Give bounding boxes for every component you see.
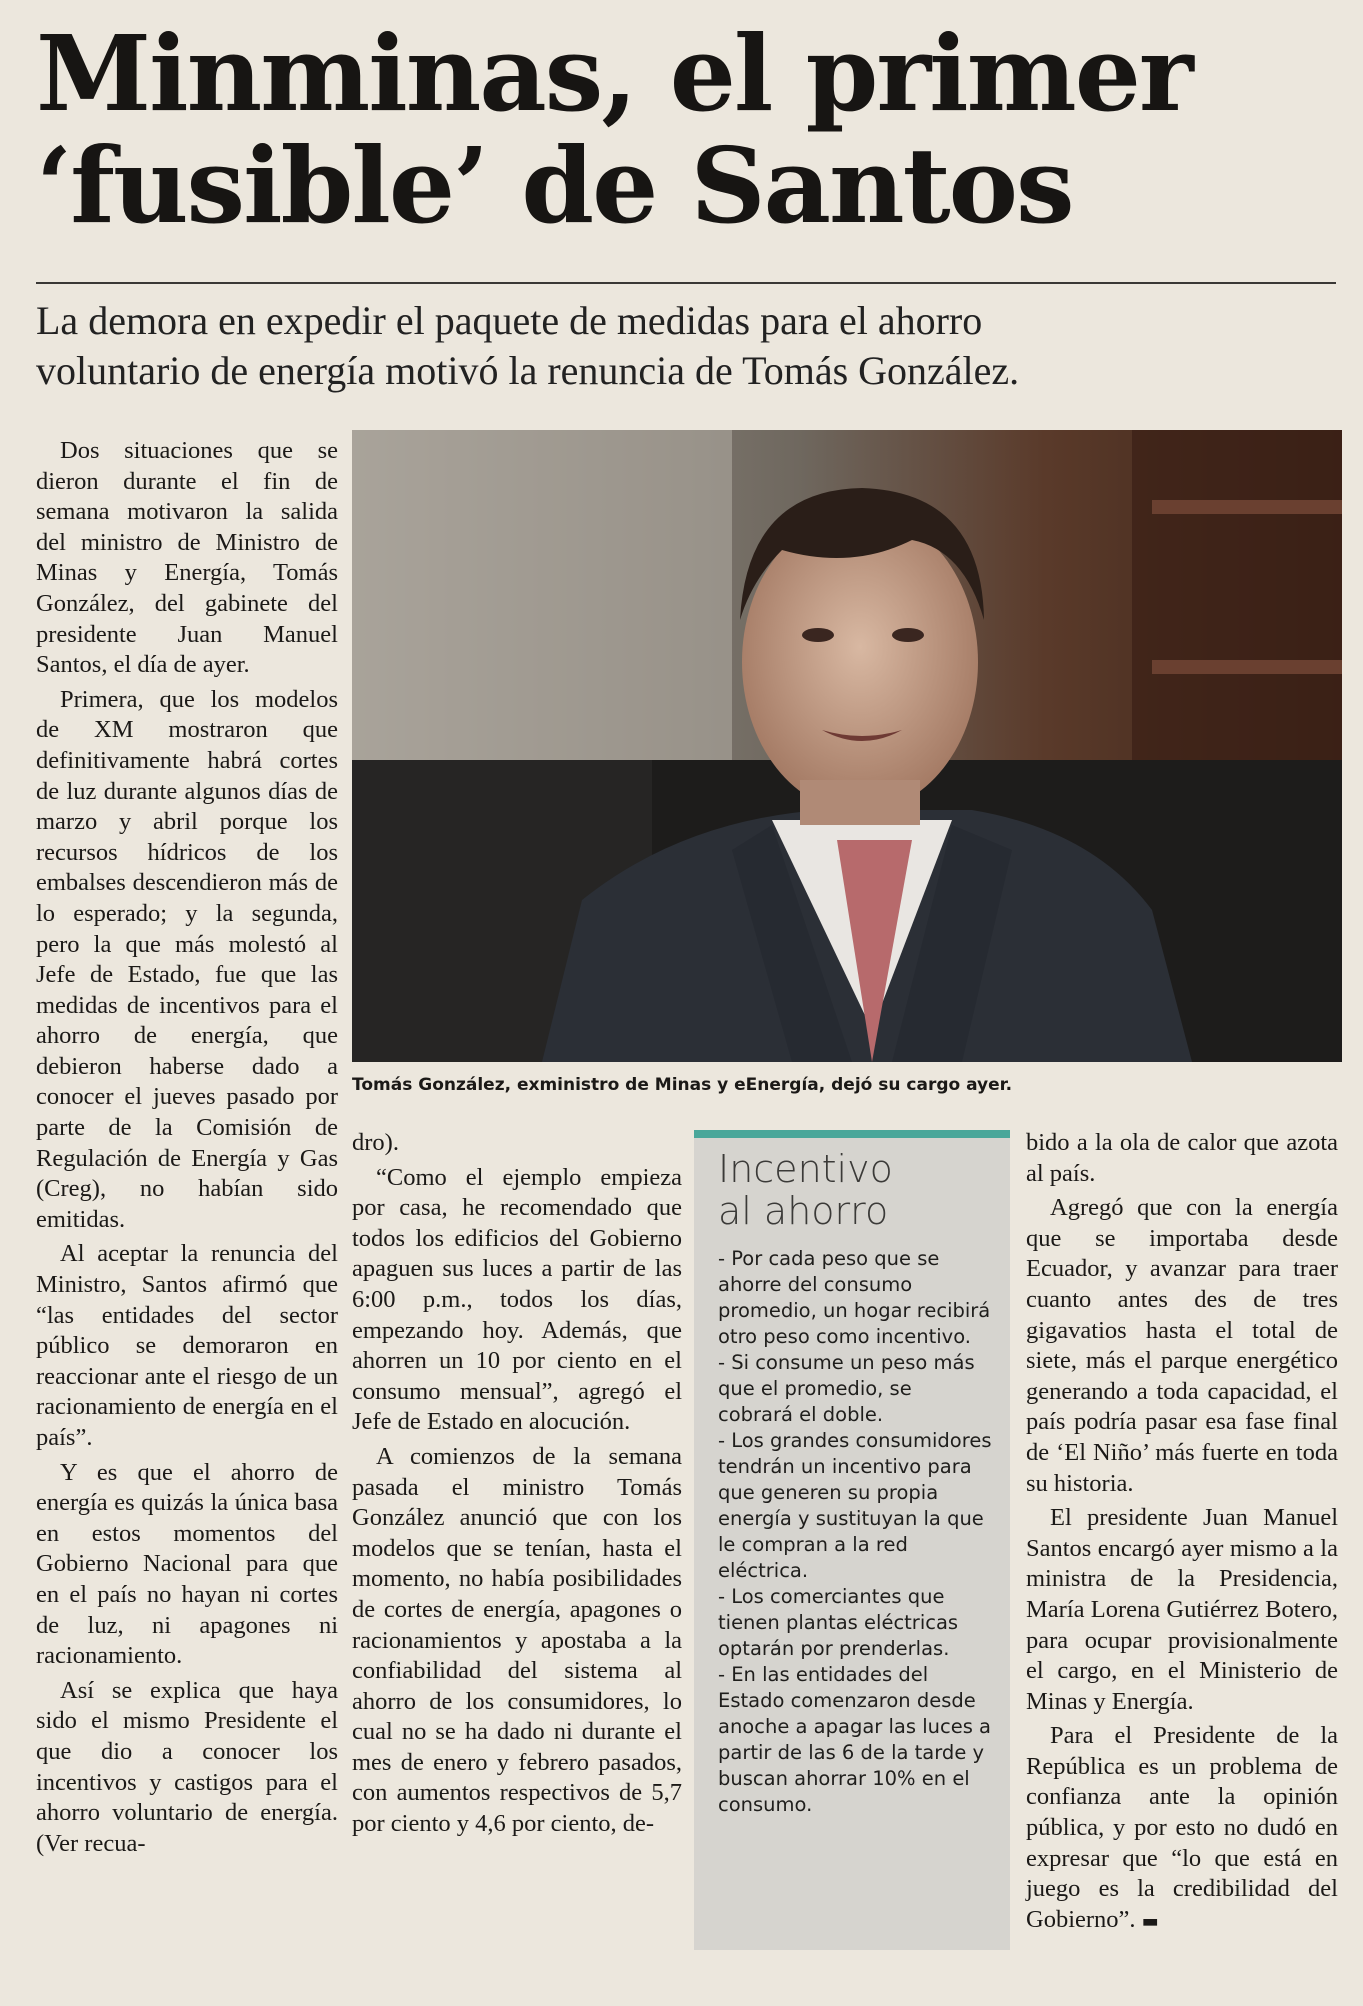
paragraph xyxy=(1026,1721,1338,1937)
paragraph: Al aceptar la renuncia del Ministro, Santos afirmó que “las entidades del sector público se demoraron en reaccionar ante el riesgo de un racionamiento de energía en el país”. xyxy=(36,1240,338,1451)
sidebar-item: - Los grandes consumidores tendrán un incentivo para que generen su propia energía y sustituyan la que le compran a la red eléctrica. xyxy=(718,1429,992,1582)
photo-illustration xyxy=(352,430,1342,1062)
sidebar-item: - Si consume un peso más que el promedio, se cobrará el doble. xyxy=(718,1351,975,1426)
deck-line-2: voluntario de energía motivó la renuncia de Tomás González. xyxy=(36,348,1020,393)
paragraph: dro). xyxy=(352,1129,399,1156)
sidebar-item: - En las entidades del Estado comenzaron desde anoche a apagar las luces a partir de las 6 de la tarde y buscan ahorrar 10% en el consumo. xyxy=(718,1663,992,1816)
paragraph: Y es que el ahorro de energía es quizás la única basa en estos momentos del Gobierno Nacional para que en el país no hayan ni cortes de luz, ni apagones ni racionamiento. xyxy=(36,1458,338,1670)
article-column-2 xyxy=(352,1128,682,1844)
headline xyxy=(36,12,1336,247)
paragraph-text: Para el Presidente de la República es un problema de confianza ante la opinión pública, y por esto no dudó en expresar que “lo que está en juego es la credibilidad del Gobierno”. xyxy=(1026,1722,1338,1933)
sidebar-item: - Por cada peso que se ahorre del consumo promedio, un hogar recibirá otro peso como incentivo. xyxy=(718,1247,991,1348)
sidebar-item: - Los comerciantes que tienen plantas eléctricas optarán por prenderlas. xyxy=(718,1585,959,1660)
photo-caption: Tomás González, exministro de Minas y eEnergía, dejó su cargo ayer. xyxy=(352,1075,1013,1095)
newspaper-page xyxy=(22,0,1341,2006)
end-mark-icon: ▬ xyxy=(1141,1910,1159,1932)
paragraph: “Como el ejemplo empieza por casa, he recomendado que todos los edificios del Gobierno apaguen sus luces a partir de las 6:00 p.m., todos los días, empezando hoy. Además, que ahorren un 10 por ciento en el consumo mensual”, agregó el Jefe de Estado en alocución. xyxy=(352,1163,682,1436)
sidebar-box xyxy=(694,1130,1010,1950)
paragraph: Agregó que con la energía que se importaba desde Ecuador, y avanzar para traer cuanto antes des de tres gigavatios hasta el total de siete, más el parque energético generando a toda capacidad, el país podría pasar esa fase final de ‘El Niño’ más fuerte en toda su historia. xyxy=(1026,1194,1338,1497)
paragraph: bido a la ola de calor que azota al país. xyxy=(1026,1129,1338,1187)
headline-line-2: ‘fusible’ de Santos xyxy=(36,124,1073,247)
paragraph: Así se explica que haya sido el mismo Presidente el que dio a conocer los incentivos y castigos para el ahorro voluntario de energía. (Ver recua- xyxy=(36,1676,338,1857)
photo-tomas-gonzalez xyxy=(352,430,1342,1062)
headline-line-1: Minminas, el primer xyxy=(36,12,1192,135)
headline-rule xyxy=(36,282,1336,284)
deck xyxy=(36,296,1336,396)
paragraph: A comienzos de la semana pasada el ministro Tomás González anunció que con los modelos que se tenían, hasta el momento, no había posibilidades de cortes de energía, apagones o racionamientos y apostaba a la confiabilidad del sistema al ahorro de los consumidores, lo cual no se ha dado ni durante el mes de enero y febrero pasados, con aumentos respectivos de 5,7 por ciento y 4,6 por ciento, de- xyxy=(352,1442,682,1838)
paragraph: El presidente Juan Manuel Santos encargó ayer mismo a la ministra de la Presidencia, María Lorena Gutiérrez Botero, para ocupar provisionalmente el cargo, en el Ministerio de Minas y Energía. xyxy=(1026,1504,1338,1715)
sidebar-title-line-2: al ahorro xyxy=(718,1189,889,1233)
deck-line-1: La demora en expedir el paquete de medidas para el ahorro xyxy=(36,298,983,343)
sidebar-title-line-1: Incentivo xyxy=(718,1147,893,1191)
sidebar-title xyxy=(718,1148,992,1232)
article-column-4 xyxy=(1026,1128,1338,1941)
paragraph: Dos situaciones que se dieron durante el fin de semana motivaron la salida del ministro de Ministro de Minas y Energía, Tomás González, del gabinete del presidente Juan Manuel Santos, el día de ayer. xyxy=(36,437,338,679)
article-column-1 xyxy=(36,436,338,1863)
paragraph: Primera, que los modelos de XM mostraron que definitivamente habrá cortes de luz durante algunos días de marzo y abril porque los recursos hídricos de los embalses descendieron más de lo esperado; y la segunda, pero la que más molestó al Jefe de Estado, fue que las medidas de incentivos para el ahorro de energía, que debieron haberse dado a conocer el jueves pasado por parte de la Comisión de Regulación de Energía y Gas (Creg), no habían sido emitidas. xyxy=(36,685,338,1233)
